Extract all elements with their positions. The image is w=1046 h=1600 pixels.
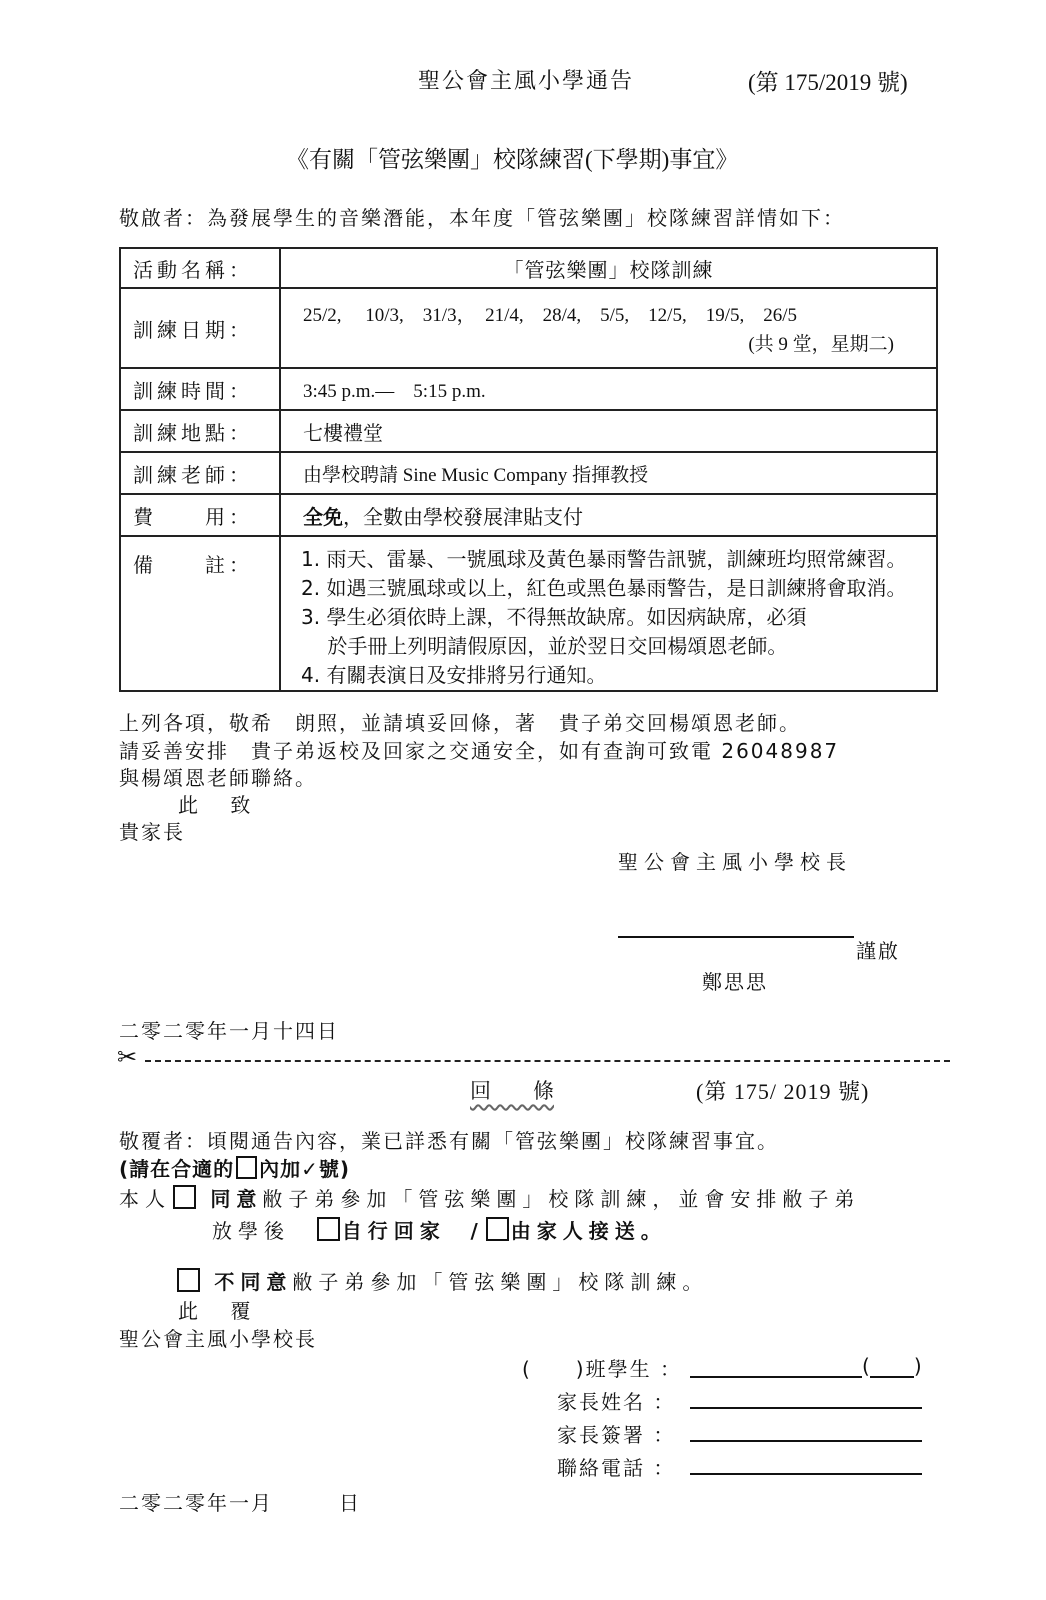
reply-intro: 敬覆者：頃閱通告內容，業已詳悉有關「管弦樂團」校隊練習事宜。 [119,1129,779,1153]
ci-fu: 此 覆 [178,1299,253,1323]
body-line-2: 請妥善安排 貴子弟返校及回家之交通安全，如有查詢可致電 26048987 [119,739,840,763]
agree-option [119,1183,860,1212]
paren-open: ( [862,1354,870,1378]
time-label: 訓練時間： [120,368,280,410]
table-row [120,368,937,410]
table-row [120,452,937,494]
paren-close: ) [913,1354,922,1378]
parent-sign-field[interactable] [690,1440,922,1442]
venue-label: 訓練地點： [120,410,280,452]
parent-name-label: 家長姓名 ： [557,1390,676,1414]
disagree-text: 敝子弟參加「管弦樂團」校隊訓練。 [292,1270,709,1294]
training-details-table [119,247,938,692]
dates-note: (共 9 堂，星期二) [748,334,894,355]
agree-text: 敝子弟參加「管弦樂團」校隊訓練，並會安排敝子弟 [262,1187,861,1211]
jin-qi: 謹啟 [856,939,900,963]
remark-item: 3. 學生必須依時上課，不得無故缺席。如因病缺席，必須 [301,605,807,629]
disagree-label: 不同意 [214,1270,293,1294]
reply-notice-number: (第 175/ 2019 號) [696,1079,870,1104]
agree-checkbox[interactable] [173,1185,196,1209]
table-row [120,494,937,536]
remark-item: 1. 雨天、雷暴、一號風球及黃色暴雨警告訊號，訓練班均照常練習。 [301,547,907,571]
signature-line [618,936,854,938]
student-number-line [870,1356,914,1378]
student-name-field[interactable] [690,1354,922,1376]
school-notice-title: 聖公會主風小學通告 [418,69,635,94]
student-name-line [690,1356,862,1378]
notice-date: 二零二零年一月十四日 [119,1019,339,1043]
disagree-option [175,1266,708,1295]
cut-line [145,1060,950,1062]
body-line-1: 上列各項，敬希 朗照，並請填妥回條，著 貴子弟交回楊頌恩老師。 [119,711,801,735]
agree-label: 同意 [210,1187,263,1211]
dates-cell [280,288,937,368]
intro-line: 敬啟者：為發展學生的音樂潛能，本年度「管弦樂團」校隊練習詳情如下： [119,206,845,230]
instruction-post: 內加✓號) [259,1157,351,1181]
body-line-3: 與楊頌恩老師聯絡。 [119,766,317,790]
teacher-label: 訓練老師： [120,452,280,494]
table-row [120,288,937,368]
recipient: 貴家長 [119,820,185,844]
phone-field[interactable] [690,1473,922,1475]
sample-checkbox-icon [236,1156,257,1179]
principal-title: 聖公會主風小學校長 [618,850,852,874]
class-student-label: ( )班學生 ： [522,1357,682,1381]
parent-sign-label: 家長簽署 ： [557,1423,676,1447]
instruction-pre: (請在合適的 [119,1157,235,1181]
remarks-list [280,536,937,691]
reply-title: 回 條 [470,1079,554,1103]
pickup-checkbox[interactable] [486,1217,509,1241]
fee-label: 費 用： [120,494,280,536]
table-row [120,410,937,452]
reply-instruction [119,1153,350,1182]
after-school-label: 放學後 [212,1219,290,1243]
dates-label: 訓練日期： [120,288,280,368]
time-value: 3:45 p.m.— 5:15 p.m. [280,368,937,410]
disagree-checkbox[interactable] [177,1268,200,1292]
parent-name-field[interactable] [690,1407,922,1409]
remark-item: 2. 如遇三號風球或以上，紅色或黑色暴雨警告，是日訓練將會取消。 [301,576,907,600]
fee-rest: ，全數由學校發展津貼支付 [343,506,583,529]
venue-value: 七樓禮堂 [280,410,937,452]
teacher-value: 由學校聘請 Sine Music Company 指揮教授 [280,452,937,494]
reply-to: 聖公會主風小學校長 [119,1327,317,1351]
transport-options [212,1215,667,1244]
pickup-label: 由家人接送。 [510,1219,667,1243]
fee-bold: 全免 [303,506,343,529]
phone-label: 聯絡電話 ： [557,1456,676,1480]
self-home-label: 自行回家 [341,1219,446,1243]
ci-zhi: 此 致 [178,793,253,817]
remarks-label: 備 註： [120,536,280,691]
remark-item: 4. 有關表演日及安排將另行通知。 [301,663,607,687]
activity-value: 「管弦樂團」校隊訓練 [280,248,937,288]
agree-prefix: 本人 [119,1187,171,1211]
fee-cell [280,494,937,536]
table-row [120,536,937,691]
scissors-icon: ✂ [117,1043,138,1071]
notice-subject: 《有關「管弦樂團」校隊練習(下學期)事宜》 [286,147,739,172]
activity-label: 活動名稱： [120,248,280,288]
slash: / [470,1219,484,1243]
remark-item: 於手冊上列明請假原因，並於翌日交回楊頌恩老師。 [301,634,788,658]
self-home-checkbox[interactable] [317,1217,340,1241]
reply-date: 二零二零年一月 日 [119,1491,361,1515]
principal-name: 鄭思思 [702,970,768,994]
table-row [120,248,937,288]
dates-value: 25/2, 10/3, 31/3， 21/4, 28/4, 5/5, 12/5, 19/5, 26/5 [303,305,798,326]
notice-number: (第 175/2019 號) [748,70,908,95]
